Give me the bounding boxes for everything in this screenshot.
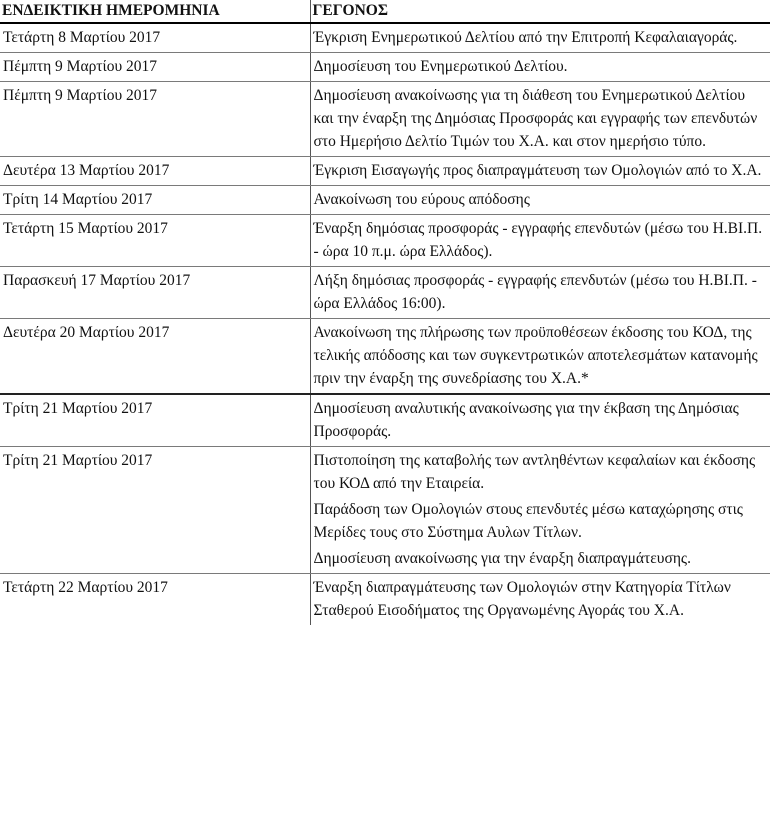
table-row (0, 267, 770, 319)
row-event (310, 215, 770, 267)
event-text: Ανακοίνωση της πλήρωσης των προϋποθέσεων έκδοσης του ΚΟΔ, της τελικής απόδοσης και των συγκεντρωτικών αποτελεσμάτων κατανομής πριν την έναρξη της συνεδρίασης του Χ.Α.* (313, 324, 758, 387)
table-row (0, 186, 770, 215)
table-row (0, 23, 770, 53)
row-event (310, 394, 770, 447)
event-text: Δημοσίευση ανακοίνωσης για τη διάθεση του Ενημερωτικού Δελτίου και την έναρξη της Δημόσιας Προσφοράς και εγγραφής των επενδυτών στο Ημερήσιο Δελτίο Τιμών του Χ.Α. και στον ημερήσιο τύπο. (313, 87, 758, 150)
row-date: Πέμπτη 9 Μαρτίου 2017 (0, 53, 310, 82)
row-date: Τρίτη 21 Μαρτίου 2017 (0, 394, 310, 447)
table-row (0, 215, 770, 267)
row-event (310, 447, 770, 574)
row-date: Τρίτη 14 Μαρτίου 2017 (0, 186, 310, 215)
event-text: Δημοσίευση αναλυτικής ανακοίνωσης για την έκβαση της Δημόσιας Προσφοράς. (313, 400, 739, 440)
table-row (0, 157, 770, 186)
event-text: Πιστοποίηση της καταβολής των αντληθέντων κεφαλαίων και έκδοσης του ΚΟΔ από την Εταιρεία. (313, 452, 756, 492)
event-text: Λήξη δημόσιας προσφοράς - εγγραφής επενδυτών (μέσω του Η.ΒΙ.Π. - ώρα Ελλάδος 16:00). (313, 272, 757, 312)
row-event (310, 574, 770, 626)
event-text: Δημοσίευση του Ενημερωτικού Δελτίου. (313, 58, 568, 75)
row-event (310, 186, 770, 215)
row-date: Δευτέρα 20 Μαρτίου 2017 (0, 319, 310, 395)
row-date: Δευτέρα 13 Μαρτίου 2017 (0, 157, 310, 186)
table-row (0, 53, 770, 82)
table-row (0, 574, 770, 626)
event-text: Δημοσίευση ανακοίνωσης για την έναρξη διαπραγμάτευσης. (313, 550, 691, 567)
row-event (310, 157, 770, 186)
column-header-date: ΕΝΔΕΙΚΤΙΚΗ ΗΜΕΡΟΜΗΝΙΑ (0, 0, 310, 23)
row-event (310, 267, 770, 319)
event-text: Έναρξη διαπραγμάτευσης των Ομολογιών στην Κατηγορία Τίτλων Σταθερού Εισοδήματος της Οργανωμένης Αγοράς του Χ.Α. (313, 579, 731, 619)
event-text: Ανακοίνωση του εύρους απόδοσης (313, 191, 530, 208)
table-row (0, 319, 770, 395)
row-date: Τετάρτη 22 Μαρτίου 2017 (0, 574, 310, 626)
row-date: Πέμπτη 9 Μαρτίου 2017 (0, 82, 310, 157)
row-date: Τετάρτη 8 Μαρτίου 2017 (0, 23, 310, 53)
row-event (310, 319, 770, 395)
column-header-event: ΓΕΓΟΝΟΣ (310, 0, 770, 23)
table-header-row (0, 0, 770, 23)
row-date: Τετάρτη 15 Μαρτίου 2017 (0, 215, 310, 267)
event-text: Έναρξη δημόσιας προσφοράς - εγγραφής επενδυτών (μέσω του Η.ΒΙ.Π. - ώρα 10 π.μ. ώρα Ελλάδος). (313, 220, 763, 260)
row-event (310, 23, 770, 53)
event-text: Έγκριση Εισαγωγής προς διαπραγμάτευση των Ομολογιών από το Χ.Α. (313, 162, 762, 179)
row-date: Παρασκευή 17 Μαρτίου 2017 (0, 267, 310, 319)
event-text: Παράδοση των Ομολογιών στους επενδυτές μέσω καταχώρησης στις Μερίδες τους στο Σύστημα Αυλων Τίτλων. (313, 501, 743, 541)
event-text: Έγκριση Ενημερωτικού Δελτίου από την Επιτροπή Κεφαλαιαγοράς. (313, 29, 738, 46)
row-date: Τρίτη 21 Μαρτίου 2017 (0, 447, 310, 574)
row-event (310, 53, 770, 82)
table-row (0, 394, 770, 447)
table-row (0, 447, 770, 574)
table-row (0, 82, 770, 157)
row-event (310, 82, 770, 157)
